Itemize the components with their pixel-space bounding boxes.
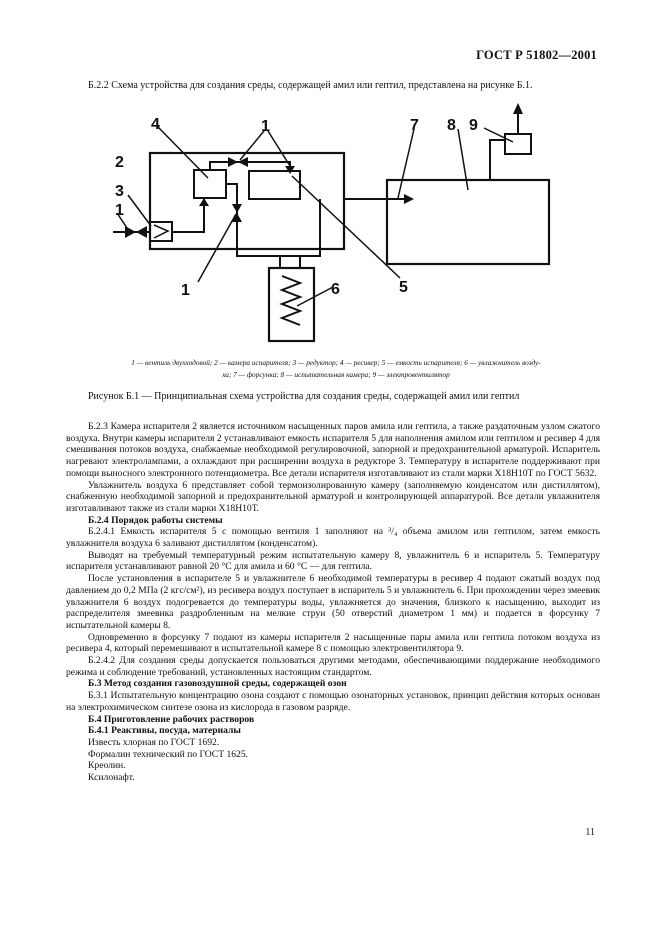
- section-heading: Б.2.4 Порядок работы системы: [88, 514, 223, 526]
- list-item: Формалин технический по ГОСТ 1625.: [88, 748, 249, 760]
- paragraph: Б.2.3 Камера испарителя 2 является источником насыщенных паров амила или гептила, а также раздаточным узлом сжатого воздуха. Внутри камеры испарителя 2 устанавливают емкость испарителя 5 для наполнения амилом или гептилом и ресивер 4 для смешивания потоков воздуха, снабжаемые необходимой регулировочной, запорной и предохранительной арматурой. Испаритель нагревают электролампами, а охлаждают при расширении воздуха в редукторе 3. Температуру в испарителе поддерживают при помощи выносного электронного потенциометра. Все детали испарителя изготавливают из стали марки Х18Н10Т по ГОСТ 5632.: [66, 421, 600, 479]
- label-2: 2: [115, 154, 124, 171]
- section-heading: Б.4 Приготовление рабочих растворов: [88, 713, 255, 725]
- section-heading: Б.4.1 Реактивы, посуда, материалы: [88, 725, 241, 737]
- label-4: 4: [151, 116, 160, 133]
- paragraph: После установления в испарителе 5 и увлажнителе 6 необходимой температуры в ресивер 4 подают сжатый воздух под давлением до 0,2 МПа (2 кгс/см²), из ресивера воздух поступает в испаритель 5 и увлажнитель 6. При прохождении через змеевик увлажнителя 6 воздух подогревается до температуры воды, увлажняется до значения, близкого к насыщению, выходит из распределителя змеевика раздробленным на мелкие струи (50 отверстий диаметром 1 мм) и подается в форсунку 7 испытательной камеры 8.: [66, 573, 600, 631]
- label-9: 9: [469, 117, 478, 134]
- body-text: [66, 421, 600, 784]
- paragraph: Увлажнитель воздуха 6 представляет собой термоизолированную камеру (заполняемую конденсатом или дистиллятом), снабженную необходимой запорной и предохранительной арматурой и контролирующей аппаратурой. Все детали увлажнителя изготавливают также из стали марки Х18Н10Т.: [66, 479, 600, 514]
- paragraph: Б.2.4.1 Емкость испарителя 5 с помощью вентиля 1 заполняют на ³/₄ объема амилом или гептилом, затем емкость увлажнителя воздуха 6 заливают дистиллятом (конденсатом).: [66, 526, 600, 550]
- page-number: 11: [585, 827, 595, 838]
- receiver-box: [194, 170, 226, 198]
- legend-line-1: 1 — вентиль двухходовой; 2 — камера испарителя; 3 — редуктор; 4 — ресивер; 5 — емкость испарителя; 6 — увлажнитель возду-: [131, 358, 541, 367]
- label-3: 3: [115, 183, 124, 200]
- arrow-receiver-in: [199, 198, 209, 206]
- paragraph: Б.2.4.2 Для создания среды допускается пользоваться другими методами, обеспечивающими поддержание необходимого режима и соблюдение требований, установленных настоящим стандартом.: [66, 655, 600, 678]
- label-6: 6: [331, 281, 340, 298]
- document-header: ГОСТ Р 51802—2001: [476, 48, 597, 62]
- fan-box: [505, 134, 531, 154]
- humidifier-coil: [282, 276, 300, 325]
- label-8: 8: [447, 117, 456, 134]
- paragraph: Одновременно в форсунку 7 подают из камеры испарителя 2 насыщенные пары амила или гептила потоком воздуха из ресивера 4, который перемешивают в испытательной камере 8 с помощью электровентилятора 9.: [66, 631, 600, 655]
- test-chamber: [387, 180, 549, 264]
- figure-legend: [66, 357, 606, 381]
- list-item: Известь хлорная по ГОСТ 1692.: [88, 736, 220, 748]
- arrow-chamber-in: [404, 194, 414, 204]
- intro-paragraph: Б.2.2 Схема устройства для создания среды, содержащей амил или гептил, представлена на рисунке Б.1.: [88, 80, 533, 91]
- label-1-bottom: 1: [181, 282, 190, 299]
- evaporator-vessel: [249, 171, 300, 199]
- list-item: Ксилонафт.: [88, 772, 135, 784]
- label-1-left: 1: [115, 202, 124, 219]
- arrow-fan-out: [513, 103, 523, 114]
- paragraph: Б.3.1 Испытательную концентрацию озона создают с помощью озонаторных установок, принцип действия которых основан на электрохимическом синтезе озона из кислорода в газовом разряде.: [66, 690, 600, 713]
- label-1-top: 1: [261, 118, 270, 135]
- schematic-diagram: [0, 0, 661, 360]
- section-heading: Б.3 Метод создания газовоздушной среды, содержащей озон: [88, 678, 347, 690]
- label-5: 5: [399, 279, 408, 296]
- valve-lower: [232, 204, 242, 213]
- valve-top: [228, 157, 238, 167]
- legend-line-2: ха; 7 — форсунка; 8 — испытательная камера; 9 — электровентилятор: [222, 370, 450, 379]
- paragraph: Выводят на требуемый температурный режим испытательную камеру 8, увлажнитель 6 и испаритель 5. Температуру испарителя устанавливают равной 20 °С для амила и 60 °С — для гептила.: [66, 549, 600, 573]
- figure-caption: Рисунок Б.1 — Принципиальная схема устройства для создания среды, содержащей амил или гептил: [88, 391, 520, 402]
- reducer-box: [150, 222, 172, 241]
- evaporator-chamber: [150, 153, 344, 249]
- list-item: Креолин.: [88, 760, 126, 772]
- label-7: 7: [410, 117, 419, 134]
